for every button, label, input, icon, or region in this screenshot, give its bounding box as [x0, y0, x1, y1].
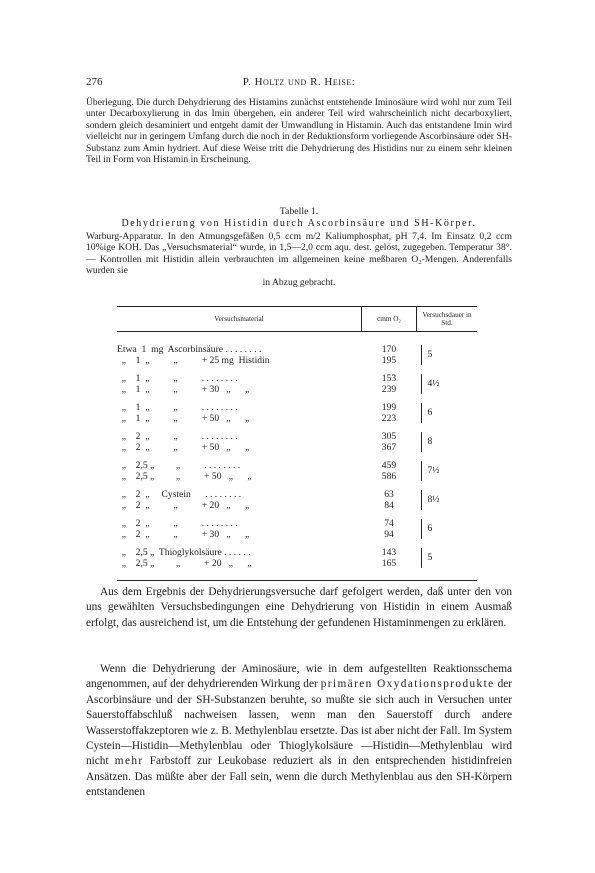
brace [421, 432, 422, 452]
brace [421, 461, 422, 481]
table-body [117, 332, 477, 570]
intro-paragraph: Überlegung. Die durch Dehydrierung des Histamins zunächst entstehende Iminosäure wird wohl nur zum Teil unter Decarboxylierung in das Imin übergehen, ein anderer Teil wird wahrscheinlich nicht decarboxyliert, sondern gleich desaminiert und entgeht damit der Umwandlung in Histamin. Auch das entstandene Imin wird vielleicht nur in geringem Umfang durch die noch in der Reduktionsform vorliegende Ascorbinsäure oder SH-Substanz zum Amin hydriert. Auf diese Weise tritt die Dehydrierung des Histidins nur zu einem sehr kleinen Teil in Form von Histamin in Erscheinung. [86, 97, 512, 166]
o2-value-cell: 586 [381, 471, 397, 482]
o2-value-cell: 143 [381, 547, 397, 558]
material-cell: „ 2 „ „ . . . . . . . . [117, 431, 238, 442]
material-cell: „ 2 „ „ . . . . . . . . [117, 518, 238, 529]
para3-mehr: mehr [114, 755, 144, 768]
duration-cell [417, 344, 478, 366]
col-header-o2: cmm O₂ [362, 307, 417, 332]
o2-value-cell: 165 [381, 558, 397, 569]
duration-value: 6 [427, 407, 433, 418]
o2-value-cell: 199 [381, 402, 397, 413]
duration-value: 5 [427, 349, 433, 360]
duration-value: 7½ [427, 465, 440, 476]
duration-value: 4½ [427, 378, 440, 389]
para3-e: Farbstoff zur Leukobase reduziert als in den entsprechenden histidinfreien Ansätzen. Das müßte aber der Fall sein, wenn die durch Methylenblau aus den SH-Körpern entstandenen [86, 755, 512, 799]
o2-value-cell: 305 [381, 431, 397, 442]
table-label: Tabelle 1. [279, 206, 319, 217]
material-cell: „ 2 „ „ + 50 „ „ [117, 442, 250, 453]
table-row [117, 460, 477, 471]
running-head: P. Holtz und R. Heise: [242, 76, 356, 88]
para3-c: der Ascorbinsäure und der SH-Substanzen beruhte, so mußte sie sich auch in Versuchen unter Sauerstoffabschluß nachweisen lassen, wenn man den Sauerstoff durch andere Wasserstoffakzeptoren wie z. B. Methylenblau ersetzte. Das ist aber nicht der Fall. Im System Cystein—Histidin—Methylenblau oder Thioglykolsäure —Histidin—Methylenblau wird nicht [86, 678, 512, 768]
duration-value: 8 [427, 436, 433, 447]
table-title: Dehydrierung von Histidin durch Ascorbinsäure und SH-Körper. [121, 218, 477, 229]
data-table [117, 306, 477, 569]
brace [421, 519, 422, 539]
material-cell: „ 1 „ „ . . . . . . . . [117, 373, 238, 384]
material-cell: „ 1 „ „ + 30 „ „ [117, 384, 250, 395]
table-row [117, 344, 477, 355]
paragraph-methylene-blue [86, 662, 512, 801]
material-cell: „ 1 „ „ . . . . . . . . [117, 402, 238, 413]
material-cell: „ 2,5 „ Thioglykolsäure . . . . . . [117, 547, 251, 558]
table-note-text: Warburg-Apparatur. In den Atmungsgefäßen 0,5 ccm m/2 Kaliumphosphat, pH 7,4. Im Einsatz 0,2 ccm 10%ige KOH. Das „Versuchsmaterial“ wurde, in 1,5—2,0 ccm aqu. dest. gelöst, zugegeben. Temperatur 38°. — Kontrollen mit Histidin allein verbrauchten im allgemeinen keine meßbaren O₂-Mengen. Anderenfalls wurden sie [86, 231, 512, 277]
para3-a: Wenn die Dehydrierung der Aminosäure, wie in dem aufgestellten Reaktionsschema angenommen, auf der dehydrierenden Wirkung der [86, 663, 512, 691]
table-row [117, 547, 477, 558]
o2-value-cell: 94 [384, 529, 394, 540]
col-header-duration: Versuchsdauer in Std. [417, 307, 478, 332]
o2-value-cell: 367 [381, 442, 397, 453]
material-cell: Etwa 1 mg Ascorbinsäure . . . . . . . . [117, 344, 262, 355]
table-row [117, 431, 477, 442]
paragraph-conclusion: Aus dem Ergebnis der Dehydrierungsversuche darf gefolgert werden, daß unter den von uns gewählten Versuchsbedingungen eine Dehydrierung von Histidin in einem Ausmaß erfolgt, das ausreichend ist, um die Entstehung der gefundenen Histaminmengen zu erklären. [86, 586, 512, 629]
duration-cell [417, 518, 478, 540]
table-bottom-rule [117, 580, 477, 581]
o2-value-cell: 459 [381, 460, 397, 471]
brace [421, 548, 422, 568]
o2-value-cell: 239 [381, 384, 397, 395]
material-cell: „ 1 „ „ + 25 mg Histidin [117, 355, 270, 366]
o2-value-cell: 63 [384, 489, 394, 500]
material-cell: „ 2 „ „ + 30 „ „ [117, 529, 250, 540]
table-row [117, 373, 477, 384]
para3-emph: primären Oxydationsprodukte [320, 678, 495, 691]
material-cell: „ 2,5 „ „ + 50 „ „ [117, 471, 252, 482]
table-note [86, 231, 512, 288]
duration-cell [417, 431, 478, 453]
material-cell: „ 1 „ „ + 50 „ „ [117, 413, 250, 424]
o2-value-cell: 195 [381, 355, 397, 366]
table-row [117, 518, 477, 529]
material-cell: „ 2 „ Cystein . . . . . . . . [117, 489, 242, 500]
o2-value-cell: 74 [384, 518, 394, 529]
duration-value: 6 [427, 523, 433, 534]
page-number: 276 [86, 76, 103, 88]
table-row [117, 402, 477, 413]
material-cell: „ 2,5 „ „ . . . . . . . . [117, 460, 241, 471]
o2-value-cell: 170 [381, 344, 397, 355]
duration-value: 8½ [427, 494, 440, 505]
material-cell: „ 2 „ „ + 20 „ „ [117, 500, 250, 511]
o2-value-cell: 223 [381, 413, 397, 424]
table-note-last: in Abzug gebracht. [262, 276, 336, 288]
col-header-material: Versuchsmaterial [117, 307, 362, 332]
o2-value-cell: 84 [384, 500, 394, 511]
duration-cell [417, 489, 478, 511]
material-cell: „ 2,5 „ „ + 20 „ „ [117, 558, 252, 569]
brace [421, 374, 422, 394]
duration-cell [417, 402, 478, 424]
duration-cell [417, 547, 478, 569]
brace [421, 490, 422, 510]
brace [421, 345, 422, 365]
duration-value: 5 [427, 552, 433, 563]
duration-cell [417, 373, 478, 395]
duration-cell [417, 460, 478, 482]
brace [421, 403, 422, 423]
table-row [117, 489, 477, 500]
o2-value-cell: 153 [381, 373, 397, 384]
